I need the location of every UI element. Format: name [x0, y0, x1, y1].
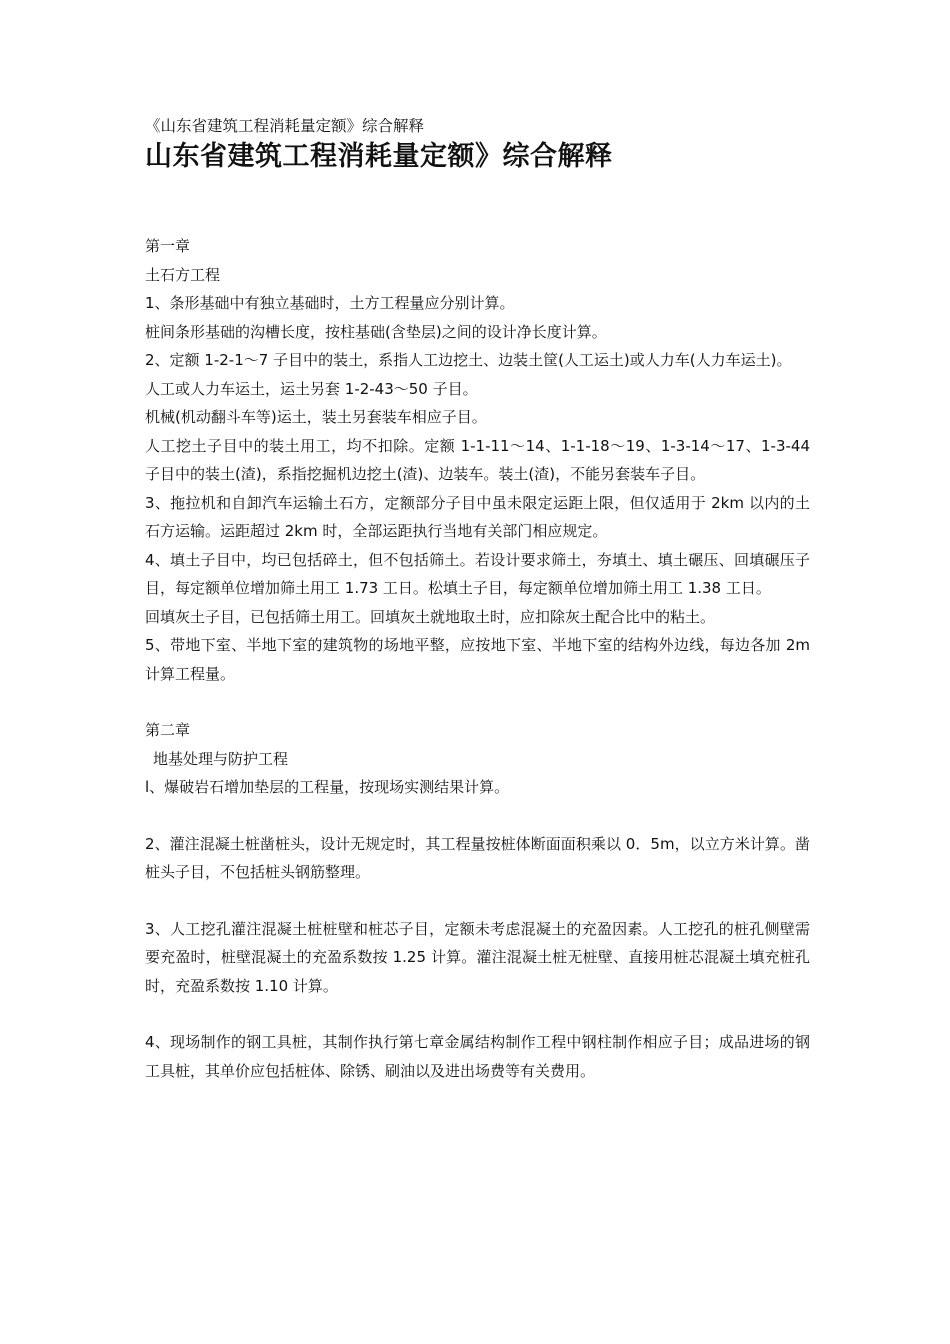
chapter2-paragraph: 2、灌注混凝土桩凿桩头，设计无规定时，其工程量按桩体断面面积乘以 0．5m，以立方米计算。凿桩头子目，不包括桩头钢筋整理。	[145, 834, 810, 881]
chapter1-paragraph: 机械(机动翻斗车等)运土，装土另套装车相应子目。	[145, 408, 487, 426]
document-body	[145, 114, 810, 1085]
chapter2-paragraph: 3、人工挖孔灌注混凝土桩桩壁和桩芯子目，定额未考虑混凝土的充盈因素。人工挖孔的桩孔侧壁需要充盈时，桩壁混凝土的充盈系数按 1.25 计算。灌注混凝土桩无桩壁、直接用桩芯混凝土填充桩孔时，充盈系数按 1.10 计算。	[145, 919, 810, 995]
chapter2-name: 地基处理与防护工程	[153, 749, 289, 768]
document-subtitle: 《山东省建筑工程消耗量定额》综合解释	[145, 117, 425, 135]
chapter1-paragraph: 2、定额 1-2-1～7 子目中的装土，系指人工边挖土、边装土筐(人工运土)或人力车(人力车运土)。	[145, 351, 792, 369]
chapter1-paragraph: 人工或人力车运土，运土另套 1-2-43～50 子目。	[145, 379, 478, 398]
document-title: 山东省建筑工程消耗量定额》综合解释	[145, 141, 613, 172]
chapter1-paragraph: 桩间条形基础的沟槽长度，按柱基础(含垫层)之间的设计净长度计算。	[145, 322, 607, 341]
chapter1-paragraph: 5、带地下室、半地下室的建筑物的场地平整，应按地下室、半地下室的结构外边线，每边各加 2m 计算工程量。	[145, 636, 810, 683]
chapter1-name: 土石方工程	[145, 265, 221, 284]
chapter1-paragraph: 3、拖拉机和自卸汽车运输土石方，定额部分子目中虽未限定运距上限，但仅适用于 2km 以内的土石方运输。运距超过 2km 时，全部运距执行当地有关部门相应规定。	[145, 493, 810, 540]
chapter1-heading: 第一章	[145, 237, 191, 255]
chapter1-paragraph: 人工挖土子目中的装土用工，均不扣除。定额 1-1-11～14、1-1-18～19、1-3-14～17、1-3-44 子目中的装土(渣)，系指挖掘机边挖土(渣)、边装车。装土(渣)，不能另套装车子目。	[145, 436, 810, 483]
chapter2-heading: 第二章	[145, 721, 191, 739]
chapter2-paragraph: 4、现场制作的钢工具桩，其制作执行第七章金属结构制作工程中钢柱制作相应子目；成品进场的钢工具桩，其单价应包括桩体、除锈、刷油以及进出场费等有关费用。	[145, 1033, 810, 1080]
chapter1-paragraph: 1、条形基础中有独立基础时，土方工程量应分别计算。	[145, 294, 515, 312]
chapter1-paragraph: 4、填土子目中，均已包括碎土，但不包括筛土。若设计要求筛土，夯填土、填土碾压、回填碾压子目，每定额单位增加筛土用工 1.73 工日。松填土子目，每定额单位增加筛土用工 1.38 工日。	[145, 550, 810, 597]
chapter1-paragraph: 回填灰土子目，已包括筛土用工。回填灰土就地取土时，应扣除灰土配合比中的粘土。	[145, 607, 716, 626]
chapter2-paragraph: l、爆破岩石增加垫层的工程量，按现场实测结果计算。	[145, 778, 510, 796]
